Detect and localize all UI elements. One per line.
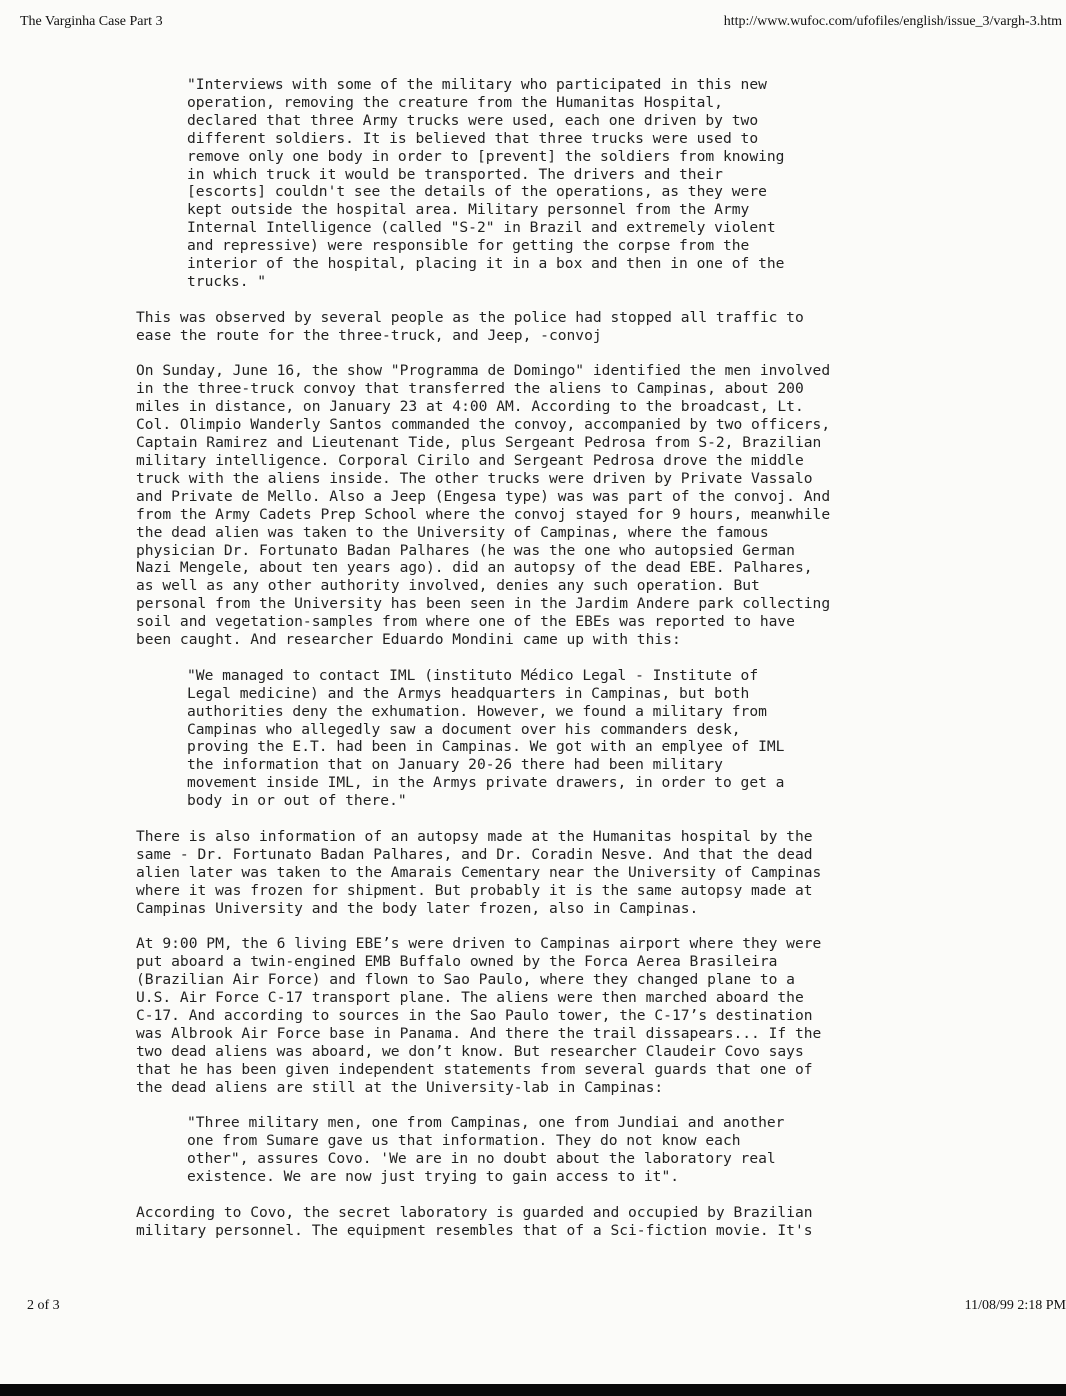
paragraph-convoy-observed: This was observed by several people as the police had stopped all traffic to ease the route for the three-truck, and Jeep, -convoj (136, 308, 804, 344)
page-footer-page-number: 2 of 3 (27, 1298, 60, 1313)
quote-military-interviews: "Interviews with some of the military who participated in this new operation, removing the creature from the Humanitas Hospital, declared that three Army trucks were used, each one driven by two different soldiers. It is believed that three trucks were used to remove only one body in order to [prevent] the soldiers from knowing in which truck it would be transported. The drivers and their [escorts] couldn't see the details of the operations, as they were kept outside the hospital area. Military personnel from the Army Internal Intelligence (called "S-2" in Brazil and extremely violent and repressive) were responsible for getting the corpse from the interior of the hospital, placing it in a box and then in one of the trucks. " (187, 76, 785, 290)
article-body (136, 76, 956, 1258)
page-footer-datetime: 11/08/99 2:18 PM (964, 1298, 1066, 1313)
scan-bottom-edge (0, 1384, 1066, 1396)
paragraph-autopsy: There is also information of an autopsy made at the Humanitas hospital by the same - Dr. Fortunato Badan Palhares, and Dr. Coradin Nesve. And that the dead alien later was taken to the Amarais Cementary near the University of Campinas where it was frozen for shipment. But probably it is the same autopsy made at Campinas University and the body later frozen, also in Campinas. (136, 828, 822, 917)
page-header-title: The Varginha Case Part 3 (20, 14, 163, 29)
page-header-url: http://www.wufoc.com/ufofiles/english/issue_3/vargh-3.htm (723, 14, 1062, 29)
paragraph-campinas-airport: At 9:00 PM, the 6 living EBE’s were driven to Campinas airport where they were put aboard a twin-engined EMB Buffalo owned by the Forca Aerea Brasileira (Brazilian Air Force) and flown to Sao Paulo, where they changed plane to a U.S. Air Force C-17 transport plane. The aliens were then marched aboard the C-17. And according to sources in the Sao Paulo tower, the C-17’s destination was Albrook Air Force base in Panama. And there the trail dissapears... If the two dead aliens was aboard, we don’t know. But researcher Claudeir Covo says that he has been given independent statements from several guards that one of the dead aliens are still at the University-lab in Campinas: (136, 935, 822, 1096)
paragraph-secret-laboratory: According to Covo, the secret laboratory is guarded and occupied by Brazilian military personnel. The equipment resembles that of a Sci-fiction movie. It's (136, 1203, 813, 1239)
quote-covo: "Three military men, one from Campinas, one from Jundiai and another one from Sumare gave us that information. They do not know each other", assures Covo. 'We are in no doubt about the laboratory real existence. We are now just trying to gain access to it". (187, 1114, 785, 1186)
paragraph-programma-de-domingo: On Sunday, June 16, the show "Programma de Domingo" identified the men involved in the three-truck convoy that transferred the aliens to Campinas, about 200 miles in distance, on January 23 at 4:00 AM. According to the broadcast, Lt. Col. Olimpio Wanderly Santos commanded the convoy, accompanied by two officers, Captain Ramirez and Lieutenant Tide, plus Sergeant Pedrosa from S-2, Brazilian military intelligence. Corporal Cirilo and Sergeant Pedrosa drove the middle truck with the aliens inside. The other trucks were driven by Private Vassalo and Private de Mello. Also a Jeep (Engesa type) was was part of the convoj. And from the Army Cadets Prep School where the convoj stayed for 9 hours, meanwhile the dead alien was taken to the University of Campinas, where the famous physician Dr. Fortunato Badan Palhares (he was the one who autopsied German Nazi Mengele, about ten years ago). did an autopsy of the dead EBE. Palhares, as well as any other authority involved, denies any such operation. But personal from the University has been seen in the Jardim Andere park collecting soil and vegetation-samples from where one of the EBEs was reported to have been caught. And researcher Eduardo Mondini came up with this: (136, 362, 831, 649)
quote-mondini: "We managed to contact IML (instituto Médico Legal - Institute of Legal medicine) and the Armys headquarters in Campinas, but both authorities deny the exhumation. However, we found a military from Campinas who allegedly saw a document over his commanders desk, proving the E.T. had been in Campinas. We got with an emplyee of IML the information that on January 20-26 there had been military movement inside IML, in the Armys private drawers, in order to get a body in or out of there." (187, 666, 785, 810)
